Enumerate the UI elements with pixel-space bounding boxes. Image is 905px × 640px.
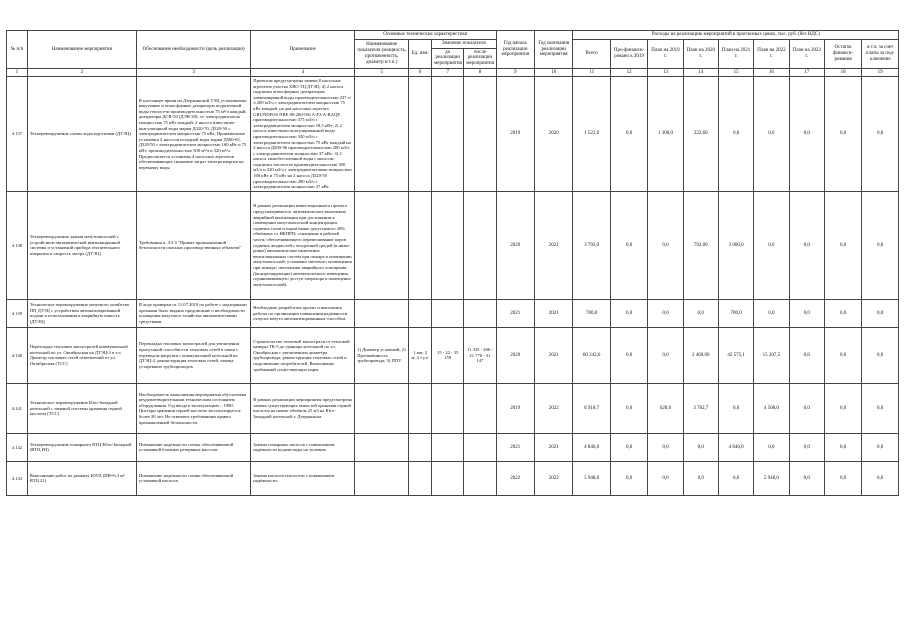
table-header [7,31,899,77]
column-number: 12 [610,68,647,76]
expense-plan-2021: 0,0 [718,76,753,191]
note-text: В рамках реализации инвестиционного проекта предусматривается: автоматическое включение аварийной вентиляции при достижении в помещении мазутонасосной концентрации горючих газов и паров выше допустимого 20% объёмных от НКПРП; оснащение в рабочей части, обеспечивающего перемешивание паров горючих жидкостей с воздушной средой (в ниже-ровке) автоматическое включение вентиляционных систем при пожаре в помещении мазутонасосной; установка светового оповещения при пожаре; светильник аварийного освещения ((контролирующие) автоматического извещения, ограничивающего доступ оператора в помещение мазутонасосной). [251,191,355,299]
tech-value-after [464,433,496,461]
expense-financed: 0,0 [610,299,647,327]
expense-plan-2019: 0,0 [648,327,683,383]
expense-plan-2020: 2 460,00 [683,327,718,383]
tech-value-after [464,76,496,191]
measure-name: Техническое перевооружение Юго-Западной котельной с заменой системы хранения серной кислоты (ТСС) [27,383,136,433]
tech-value-before [432,433,464,461]
year-start: 2020 [496,327,534,383]
column-number: 7 [432,68,464,76]
tech-unit: 1 мм; 2 м; 3 т.у.е. [409,327,432,383]
expense-plan-2020: 222,60 [683,76,718,191]
investment-table [6,30,899,496]
measure-name: Выполнение работ по ремонту ЮТЦ (ПВ=6,3 м³ ВТЦ 21) [27,461,136,495]
expense-fees: 0,0 [862,433,899,461]
expense-plan-2021: 3 000,0 [718,191,753,299]
tech-value-before [432,191,464,299]
table-row [7,191,899,299]
expense-plan-2021: 4 846,0 [718,433,753,461]
measure-name: Техперевооружение пожарного ВТЦ-Юго-Западной (ВТЦ ИЗ) [27,433,136,461]
col-header-tech-after: после реализации мероприятия [464,48,496,68]
expense-plan-2019: 0,0 [648,461,683,495]
tech-parameter-name [355,299,409,327]
col-header-tech-before: до реализации мероприятия [432,48,464,68]
table-row [7,327,899,383]
column-number: 13 [648,68,683,76]
expense-financed: 0,0 [610,76,647,191]
col-header-name: Наименование мероприятия [27,31,136,69]
expense-total: 5 948,0 [573,461,610,495]
row-number: 4.139 [7,299,28,327]
tech-value-before [432,383,464,433]
expense-plan-2022: 0,0 [754,433,789,461]
justification-text: Повышение надёжности схемы обеспечиваемой установкой блочных резервных насосов. [136,433,250,461]
year-start: 2021 [496,299,534,327]
expense-total: 8 918,7 [573,383,610,433]
expense-plan-2023: 0,0 [789,299,824,327]
expense-total: 1 522,6 [573,76,610,191]
tech-parameter-name [355,461,409,495]
expense-plan-2020: 792,00 [683,191,718,299]
year-end: 2022 [535,383,573,433]
measure-name: Перекладка тепловых магистралей коммунальной котельной по ул. Октябрьская на ДТЭЦ-2 в т.ч. Диаметр тепловых сетей ответвлений от ул. Октябрьская (ТСС) [27,327,136,383]
expense-rest: 0,0 [824,461,861,495]
table-row [7,461,899,495]
year-start: 2022 [496,461,534,495]
tech-parameter-name [355,433,409,461]
tech-unit [409,433,432,461]
col-header-financed: Про-финанси-ровано к 2019 [610,39,647,68]
expense-financed: 0,0 [610,191,647,299]
column-number: 17 [789,68,824,76]
expense-plan-2023: 0,0 [789,76,824,191]
column-number: 11 [573,68,610,76]
year-end: 2020 [535,76,573,191]
expense-plan-2023: 0,0 [789,383,824,433]
expense-rest: 0,0 [824,191,861,299]
col-header-total: Всего [573,39,610,68]
expense-financed: 0,0 [610,433,647,461]
col-header-note: Примечание [251,31,355,69]
expense-fees: 0,0 [862,383,899,433]
table-row [7,299,899,327]
column-number-row [7,68,899,76]
expense-plan-2022: 0,0 [754,191,789,299]
table-row [7,433,899,461]
expense-plan-2020: 0,0 [683,299,718,327]
tech-parameter-name: 1) Диаметр условный; 2) Протяжённость трубопровода; 3) ППУ [355,327,409,383]
row-number: 4.142 [7,433,28,461]
table-body [7,76,899,495]
expense-plan-2022: 0,0 [754,299,789,327]
row-number: 4.137 [7,76,28,191]
expense-rest: 0,0 [824,383,861,433]
expense-plan-2019: 0,0 [648,191,683,299]
col-header-plan-2022: План на 2022 г. [754,39,789,68]
col-header-expense-group: Расходы на реализацию мероприятий в прогнозных ценах, тыс. руб. (без НДС) [573,31,899,40]
expense-total: 4 846,0 [573,433,610,461]
year-end: 2021 [535,191,573,299]
col-header-tech-unit: Ед. изм. [409,39,432,68]
expense-plan-2023: 0,0 [789,327,824,383]
tech-unit [409,383,432,433]
tech-value-after [464,299,496,327]
expense-fees: 0,0 [862,299,899,327]
row-number: 4.140 [7,327,28,383]
note-text: Строительство тепловой магистрали от тепловой камеры ТК-5 до границы котельной по ул. Октябрьская с увеличением диаметра трубопровода, реконструкция тепловых сетей и подключение потребителей. Выполнение требований существующих норм. [251,327,355,383]
expense-plan-2022: 4 508,0 [754,383,789,433]
tech-value-after [464,383,496,433]
tech-parameter-name [355,191,409,299]
note-text: В рамках реализации мероприятия предусмотрена замена существующих емкостей хранения серной кислоты на новые объёмом 25 м3 на Юго-Западной котельной г. Дзержинска. [251,383,355,433]
expense-fees: 0,0 [862,191,899,299]
tech-value-before [432,76,464,191]
expense-financed: 0,0 [610,461,647,495]
measure-name: Техперевооружение здания мазутонасосной с устройством автоматической вентиляционной системы и установкой прибора отопительного покрытия и скорость экстра (ДТЭЦ) [27,191,136,299]
col-header-tech-name: Наименование показателя (мощность, протяженность, диаметр и т.п.) [355,39,409,68]
justification-text: Необходимость выполнения мероприятия обусловлена неудовлетворительным техническим состоянием оборудования. Год ввода в эксплуатацию – 1980. Цистерн хранения серной кислоты эксплуатируется более 20 лет. Не отвечают требованиям правил промышленной безопасности. [136,383,250,433]
expense-fees: 0,0 [862,327,899,383]
year-end: 2021 [535,327,573,383]
column-number: 1 [7,68,28,76]
expense-rest: 0,0 [824,433,861,461]
expense-plan-2023: 0,0 [789,433,824,461]
expense-plan-2021: 700,0 [718,299,753,327]
column-number: 5 [355,68,409,76]
year-end: 2021 [535,299,573,327]
col-header-plan-2021: План на 2021 г. [718,39,753,68]
expense-plan-2020: 0,0 [683,461,718,495]
justification-text: Требования п. 3.5 б "Правил промышленной безопасности опасных производственных объектов" [136,191,250,299]
tech-value-before: 15 - 22 - 35 159 [432,327,464,383]
column-number: 19 [862,68,899,76]
tech-parameter-name [355,383,409,433]
column-number: 14 [683,68,718,76]
expense-plan-2019: 628,0 [648,383,683,433]
expense-plan-2022: 5 948,0 [754,461,789,495]
justification-text: В настоящее время на Дзержинской ТЭЦ установлены: вакуумные и атмосферные деаэраторы подпиточной воды теплосети производительностью 75 м³/ч каждый; деаэраторы ДСВ-50 (ДЭВ-30); ст. электродвигатель мощностью 75 кВт каждый; 2 насоса известково-коагуляторной воды марки Д320-70, Д320-50 с электродвигателем мощностью 75 кВт; Промывочные установки 4 насосов исходной воды марки Д500-65, Д320/50 с электродвигателем мощностью 160 кВт и 75 кВт; производительностью 500 м³/ч и 320 м³/ч. Предполагается установка 4 насосных агрегатов обеспечивающих снижение затрат электроэнергии на перекачку воды. [136,76,250,191]
column-number: 16 [754,68,789,76]
expense-plan-2019: 0,0 [648,433,683,461]
expense-total: 3 792,0 [573,191,610,299]
year-start: 2020 [496,191,534,299]
year-end: 2022 [535,461,573,495]
tech-value-after: 11 335 - 406 - 21 776 - 31 147 [464,327,496,383]
expense-plan-2023: 0,0 [789,461,824,495]
expense-financed: 0,0 [610,327,647,383]
expense-plan-2023: 0,0 [789,191,824,299]
measure-name: Техперевооружение схемы водоподготовки (ДТЭЦ) [27,76,136,191]
col-header-justification: Обоснование необходимости (цель реализации) [136,31,250,69]
expense-financed: 0,0 [610,383,647,433]
justification-text: Перекладка тепловых магистралей для увеличения пропускной способности тепловых сетей в связи с переводом нагрузки с коммунальной котельной на ДТЭЦ-2, реконструкция тепловых сетей, замена устаревших трубопроводов. [136,327,250,383]
column-number: 3 [136,68,250,76]
expense-fees: 0,0 [862,76,899,191]
col-header-plan-2019: План на 2019 г. [648,39,683,68]
expense-plan-2022: 15 207,5 [754,327,789,383]
tech-value-before [432,461,464,495]
column-number: 8 [464,68,496,76]
row-number: 4.141 [7,383,28,433]
expense-plan-2021: 42 575,1 [718,327,753,383]
year-start: 2021 [496,433,534,461]
justification-text: Повышение надёжности схемы обеспечиваемой установкой насосов. [136,461,250,495]
col-header-year-end: Год окончания реализации мероприятия [535,31,573,69]
row-number: 4.138 [7,191,28,299]
column-number: 6 [409,68,432,76]
tech-value-after [464,191,496,299]
tech-unit [409,191,432,299]
col-header-tech-group: Основные технические характеристики [355,31,496,40]
expense-plan-2019: 1 300,0 [648,76,683,191]
year-start: 2019 [496,76,534,191]
expense-total: 60 242,6 [573,327,610,383]
table-row [7,383,899,433]
col-header-plan-2020: План на 2020 г. [683,39,718,68]
col-header-fees: в т.ч. за счет платы за под-ключение [862,39,899,68]
col-header-year-start: Год начала реализации мероприятия [496,31,534,69]
tech-unit [409,76,432,191]
col-header-tech-value: Значение показателя [432,39,496,48]
expense-plan-2020: 0,0 [683,433,718,461]
row-number: 4.143 [7,461,28,495]
tech-parameter-name [355,76,409,191]
expense-total: 700,0 [573,299,610,327]
column-number: 4 [251,68,355,76]
tech-unit [409,461,432,495]
expense-rest: 0,0 [824,327,861,383]
justification-text: В ходе проверки от 11.07.2019 по работе с надзорными органами было выдано предписание о необходимости оснащения мазутного хозяйства автоматическими средствами. [136,299,250,327]
column-number: 18 [824,68,861,76]
expense-plan-2020: 3 782,7 [683,383,718,433]
tech-unit [409,299,432,327]
year-end: 2021 [535,433,573,461]
expense-plan-2021: 0,0 [718,383,753,433]
note-text: Замена насосов теплосети с повышением надёжности. [251,461,355,495]
tech-value-before [432,299,464,327]
column-number: 10 [535,68,573,76]
note-text: Проектом предусмотрена замена 8 насосных агрегатов участка ХВО ТЦ ДТЭЦ: 4) 2 насоса подпитки атмосферных деаэраторов; химочищенной воды производительностью 237 т/ч 200 м3/ч с электродвигателем мощностью 75 кВт каждый, на два насосных агрегата GRUNDFOS NBE 80-200/160 A-F2-A-BAQE производительностью 375 м3/ч с электродвигателем мощностью 18,5 кВт; 2) 2 насоса известково-коагулированной воды производительностью 320 м3/ч с электродвигателем мощностью 75 кВт каждый на 2 насоса Д200-36 производительностью 200 м3/ч с электродвигателем мощностью 37 кВт; 3) 2 насоса химобессоленной воды с насосом подпитки теплосети производительностью 300 м3/ч и 320 м3/ч с электродвигателями мощностью 160 кВт и 75 кВт на 2 насоса Д320-50 производительностью 280 м3/ч с электродвигателем мощностью 37 кВт. [251,76,355,191]
column-number: 9 [496,68,534,76]
note-text: Необходимо разработать проект и выполнить работы по организации повышения надёжности отпуска мазута автоматизированным способом. [251,299,355,327]
expense-plan-2019: 0,0 [648,299,683,327]
year-start: 2019 [496,383,534,433]
column-number: 15 [718,68,753,76]
tech-value-after [464,461,496,495]
expense-plan-2021: 0,0 [718,461,753,495]
expense-rest: 0,0 [824,76,861,191]
note-text: Замена пожарных насосов с повышением надёжности подачи воды на тушение. [251,433,355,461]
expense-fees: 0,0 [862,461,899,495]
col-header-rest: Остаток финанси-рования [824,39,861,68]
column-number: 2 [27,68,136,76]
table-row [7,76,899,191]
col-header-no: № п/п [7,31,28,69]
measure-name: Техническое перевооружение мазутного хозяйства ПП ДТЭЦ с устройством автоматизированной подачи и использования в аварийную емкость (ДТЭЦ) [27,299,136,327]
col-header-plan-2023: План на 2023 г. [789,39,824,68]
expense-plan-2022: 0,0 [754,76,789,191]
expense-rest: 0,0 [824,299,861,327]
